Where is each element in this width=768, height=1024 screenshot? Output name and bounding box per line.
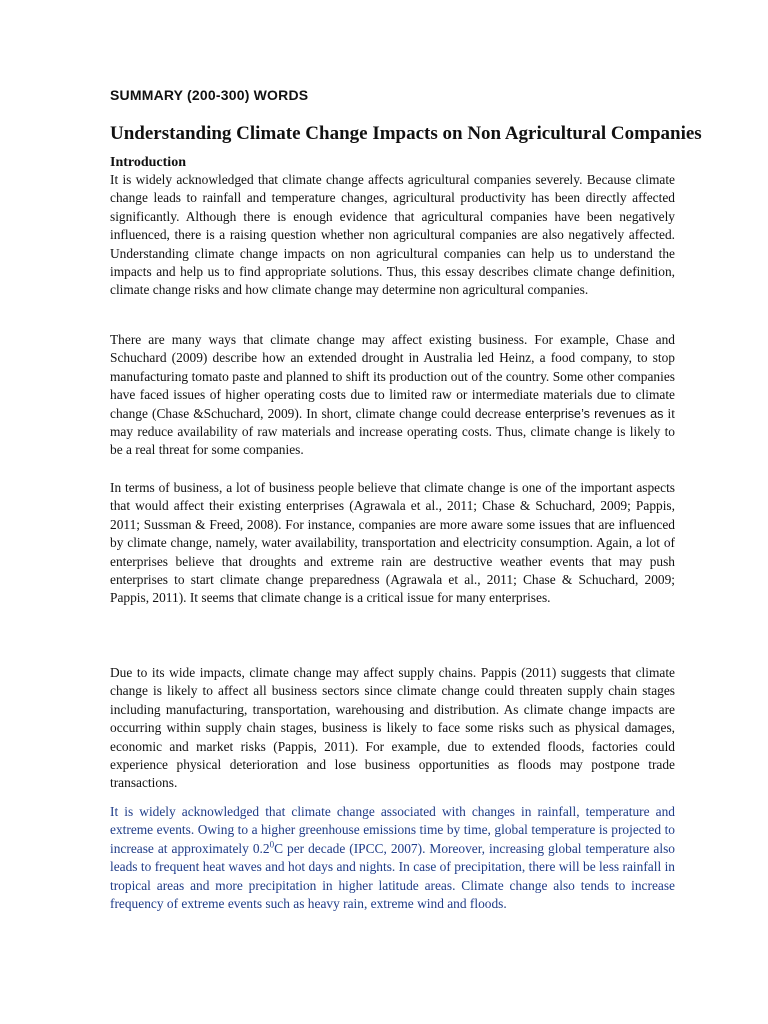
- paragraph-supply-chains: Due to its wide impacts, climate change may affect supply chains. Pappis (2011) suggests that climate change is likely to affect all business sectors since climate change could threaten supply chain stages including manufacturing, transportation, warehousing and distribution. As climate change impacts are occurring within supply chain stages, business is likely to face some risks such as physical damages, economic and market risks (Pappis, 2011). For example, due to extended floods, factories could experience physical deterioration and lose business opportunities as floods may postpone trade transactions.: [110, 665, 675, 791]
- paragraph-business-people: In terms of business, a lot of business people believe that climate change is one of the important aspects that would affect their existing enterprises (Agrawala et al., 2011; Chase & Schuchard, 2009; Pappis, 2011; Sussman & Freed, 2008). For instance, companies are more aware some issues that are influenced by climate change, namely, water availability, transportation and electricity consumption. Again, a lot of enterprises believe that droughts and extreme rain are destructive weather events that may push enterprises to start climate change preparedness (Agrawala et al., 2011; Chase & Schuchard, 2009; Pappis, 2011). It seems that climate change is a critical issue for many enterprises.: [110, 480, 675, 606]
- paragraph-text: C per decade (IPCC, 2007). Moreover, increasing global temperature also leads to frequent heat waves and hot days and nights. In case of precipitation, there will be less rainfall in tropical areas and more precipitation in higher latitude areas. Climate change also tends to increase frequency of extreme events such as heavy rain, extreme wind and floods.: [110, 840, 675, 912]
- paragraph-text: it may reduce availability of raw materials and increase operating costs. Thus, climate change is likely to be a real threat for some companies.: [110, 405, 675, 458]
- paragraph-text: There are many ways that climate change may affect existing business. For example, Chase and Schuchard (2009) describe how an extended drought in Australia led Heinz, a food company, to stop manufacturing tomato paste and planned to shift its production out of the country. Some other companies have faced issues of higher operating costs due to limited raw or intermediate materials due to climate change (Chase &Schuchard, 2009). In short, climate change could decrease: [110, 332, 675, 421]
- paragraph-intro: It is widely acknowledged that climate change affects agricultural companies severely. Because climate change leads to rainfall and temperature changes, agricultural productivity has been directly affected significantly. Although there is enough evidence that agricultural companies have been negatively influenced, there is a raising question whether non agricultural companies are also negatively affected. Understanding climate change impacts on non agricultural companies can help us to understand the impacts and help us to find appropriate solutions. Thus, this essay describes climate change definition, climate change risks and how climate change may determine non agricultural companies.: [110, 172, 675, 298]
- summary-heading: SUMMARY (200-300) WORDS: [110, 87, 309, 103]
- paragraph-climate-definition: [110, 803, 675, 913]
- degree-superscript: 0: [269, 839, 275, 850]
- document-title: Understanding Climate Change Impacts on Non Agricultural Companies: [110, 123, 702, 144]
- introduction-heading: Introduction: [110, 155, 186, 170]
- paragraph-text-sans: enterprise’s revenues as: [525, 406, 664, 421]
- paragraph-business-ways: [110, 331, 675, 460]
- paragraph-text: It is widely acknowledged that climate change associated with changes in rainfall, temperature and extreme events. Owing to a higher greenhouse emissions time by time, global temperature is projected to increase at approximately 0.2: [110, 804, 675, 856]
